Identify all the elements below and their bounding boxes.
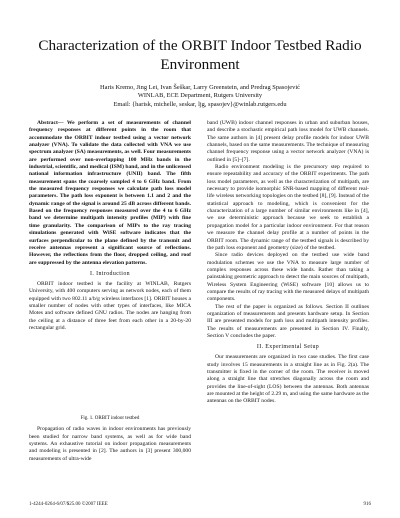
right-column bbox=[207, 120, 369, 406]
footer-copyright: 1-4244-0264-6/07/$25.00 ©2007 IEEE bbox=[29, 502, 108, 507]
intro-paragraph-2: Propagation of radio waves in indoor environments has previously been studied for narrow band systems, as well as for wide band systems. An exhaustive tutorial on indoor propagation measurements and modeling is presented in [2]. The authors in [3] present 300,000 measurements of ultra-wide bbox=[29, 426, 191, 462]
abstract: Abstract— We perform a set of measurements of channel frequency responses at different points in the room that accommodate the ORBIT indoor testbed using a vector network analyzer (VNA). To validate the data collected with VNA we use spectrum analyzer (SA) measurements, as well. Four measurements are performed over non-overlapping 100 MHz bands in the industrial, scientific, and medical (ISM) band, and in the unlicensed national information infrastructure (UNII) band. The fifth measurement spans the coarsely sampled 4 to 6 GHz band. From the measured frequency responses we calculate path loss model parameters. The path loss exponent is between 1.1 and 2 and the dynamic range of the signal is around 25 dB across different bands. Based on the frequency responses measured over the 4 to 6 GHz band we determine multipath intensity profiles (MIP) with fine time granularity. The comparison of MIPs to the ray tracing simulations generated with WiSE software indicates that the surfaces perpendicular to the plane defined by the transmit and receive antennas represent a significant source of reflections. However, the reflections from the floor, dropped ceiling, and roof are suppressed by the antenna elevation patterns. bbox=[29, 120, 191, 266]
right-paragraph-2: Radio environment modeling is the precursory step required to ensure repeatability and accuracy of the ORBIT experiments. The path loss model parameters, as well as the characterization of multipath, are necessary to provide isomorphic SNR-based mapping of different real-life wireless networking topologies on the testbed [8], [9]. Instead of the statistical approach to modeling, which is convenient for the characterization of a large number of similar environments like in [4], we use deterministic approach because we seek to establish a propagation model for a particular indoor environment. For that reason we measure the channel delay profile at a number of points in the ORBIT room. The dynamic range of the testbed signals is described by the path loss exponent and geometry (size) of the testbed. bbox=[207, 164, 369, 251]
setup-paragraph: Our measurements are organized in two case studies. The first case study involves 15 measurements in a straight line as in Fig. 2(a). The transmitter is fixed in the corner of the room. The receiver is moved along a straight line that stretches diagonally across the room and provides the line-of-sight (LOS) between the antennas. Both antennas are mounted at the height of 2.29 m, and using the same hardware as the antennas on the ORBIT nodes. bbox=[207, 354, 369, 405]
right-paragraph-4: The rest of the paper is organized as follows. Section II outlines organization of measurements and presents hardware setup. In Section III are presented models for path loss and multipath intensity profiles. The results of measurements are presented in Section IV. Finally, Section V concludes the paper. bbox=[207, 303, 369, 339]
section-heading-introduction: I. Introduction bbox=[89, 270, 131, 277]
author-names: Haris Kremo, Jing Lei, Ivan Šeškar, Larry Greenstein, and Predrag Spasojević bbox=[100, 84, 300, 91]
author-affiliation: WINLAB, ECE Department, Rutgers University bbox=[137, 92, 263, 100]
paper-title: Characterization of the ORBIT Indoor Testbed Radio Environment bbox=[38, 37, 362, 73]
intro-paragraph: ORBIT indoor testbed is the facility at WINLAB, Rutgers University, with 400 computers serving as network nodes, each of them equipped with two 802.11 a/b/g wireless interfaces [1]. ORBIT houses a smaller number of nodes with other types of interfaces, like MICA Motes and software defined GNU radios. The nodes are hanging from the ceiling at a distance of three feet from each other in a 20-by-20 rectangular grid. bbox=[29, 280, 191, 331]
right-paragraph-1: band (UWB) indoor channel responses in urban and suburban houses, and describe a stochastic empirical path loss model for UWB channels. The same authors in [4] present delay profile models for indoor UWB channels, based on the same measurements. The technique of measuring channel frequency response using a vector network analyzer (VNA) is outlined in [5]–[7]. bbox=[207, 120, 369, 163]
figure-orbit-testbed bbox=[29, 338, 191, 414]
left-column bbox=[29, 120, 191, 463]
page-number: 916 bbox=[363, 502, 371, 507]
author-email: Email: {harisk, michelle, seskar, ljg, spasojev}@winlab.rutgers.edu bbox=[113, 100, 287, 108]
figure-caption: Fig. 1. ORBIT indoor testbed bbox=[80, 416, 140, 422]
author-block bbox=[20, 84, 380, 109]
right-paragraph-3: Since radio devices deployed on the testbed use wide band modulation schemes we use the VNA to measure large number of complex responses across these wide bands. Rather than taking a painstaking geometric approach to detect the main sources of multipath, Wireless System Engineering (WiSE) software [10] allows us to compare the results of ray tracing with the measured delays of multipath components. bbox=[207, 252, 370, 303]
section-heading-experimental-setup: II. Experimental Setup bbox=[256, 344, 320, 351]
